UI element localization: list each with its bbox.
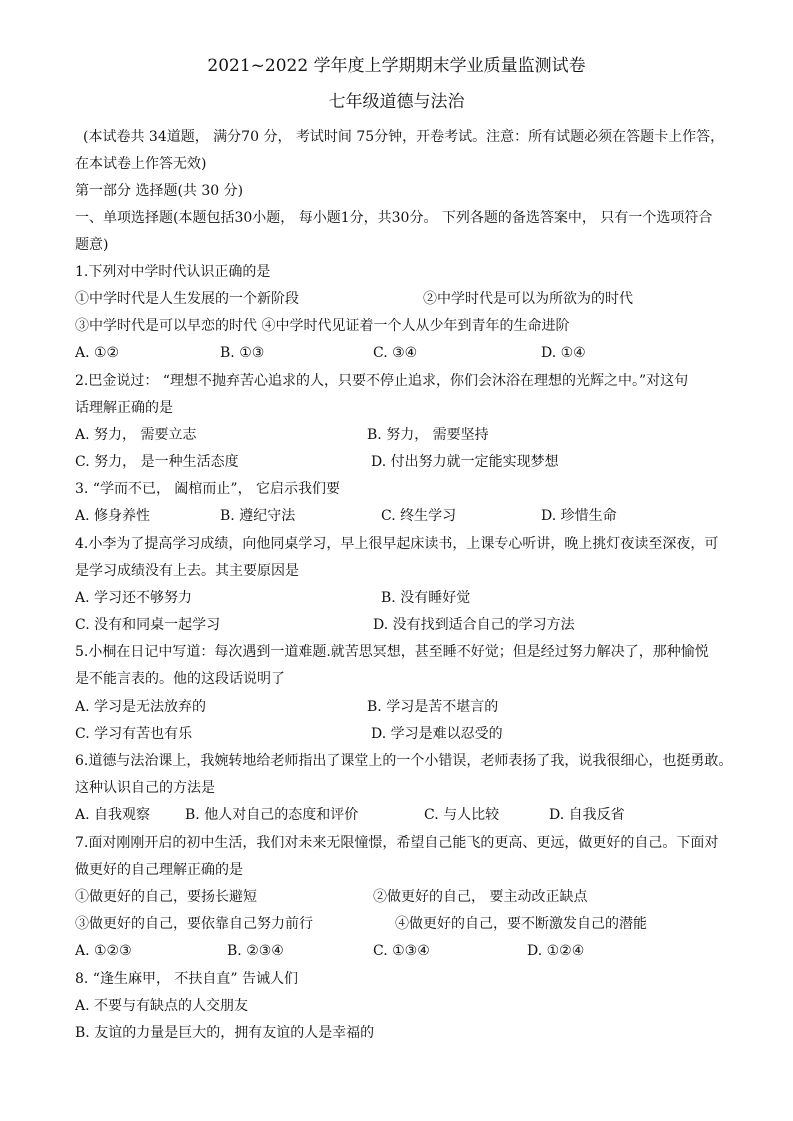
instructions-line-2: 在本试卷上作答无效): [75, 156, 207, 172]
question-1-statement-1: ①中学时代是人生发展的一个新阶段: [75, 291, 299, 307]
question-4-option-b: B. 没有睡好觉: [381, 590, 471, 606]
part-heading: 第一部分 选择题(共 30 分): [75, 183, 244, 199]
question-8-stem: 8. “逢生麻甲， 不扶自直” 告诫人们: [75, 971, 299, 987]
question-7-statement-4: ④做更好的自己，要不断激发自己的潜能: [395, 916, 647, 932]
question-5-stem-line-1: 5.小桐在日记中写道：每次遇到一道难题.就苦思冥想，甚至睡不好觉；但是经过努力解决了，那种愉悦: [75, 644, 709, 660]
question-7-option-d: D. ①②④: [527, 943, 585, 959]
question-6-stem-line-1: 6.道德与法治课上，我婉转地给老师指出了课堂上的一个小错误，老师表扬了我，说我很细心，也挺勇敢。: [75, 753, 733, 769]
question-3-option-d: D. 珍惜生命: [541, 508, 617, 524]
question-7-statement-3: ③做更好的自己，要依靠自己努力前行: [75, 916, 313, 932]
question-1-statement-2: ②中学时代是可以为所欲为的时代: [423, 291, 633, 307]
section-heading-line-1: 一、单项选择题(本题包括30小题， 每小题1分，共30分。 下列各题的备选答案中， 只有一个选项符合: [75, 210, 713, 226]
question-7-stem-line-2: 做更好的自己理解正确的是: [75, 862, 243, 878]
question-2-stem-line-2: 话理解正确的是: [75, 400, 173, 416]
question-4-stem-line-2: 是学习成绩没有上去。其主要原因是: [75, 563, 299, 579]
question-5-stem-line-2: 是不能言表的。他的这段话说明了: [75, 671, 285, 687]
question-7-stem-line-1: 7.面对刚刚开启的初中生活，我们对未来无限憧憬，希望自己能飞的更高、更远，做更好的自己。下面对: [75, 835, 719, 851]
question-3-stem: 3. “学而不已， 阖棺而止”， 它启示我们要: [75, 481, 341, 497]
question-1-option-c: C. ③④: [373, 345, 418, 361]
question-7-statement-1: ①做更好的自己，要扬长避短: [75, 889, 257, 905]
question-6-option-c: C. 与人比较: [424, 807, 500, 823]
question-7-option-b: B. ②③④: [227, 943, 284, 959]
question-6-option-d: D. 自我反省: [549, 807, 625, 823]
question-8-option-b: B. 友谊的力量是巨大的，拥有友谊的人是幸福的: [75, 1025, 375, 1041]
question-1-option-a: A. ①②: [75, 345, 120, 361]
question-2-option-a: A. 努力， 需要立志: [75, 427, 197, 443]
question-7-statement-2: ②做更好的自己， 要主动改正缺点: [373, 889, 588, 905]
question-2-option-b: B. 努力， 需要坚持: [367, 427, 489, 443]
question-6-option-b: B. 他人对自己的态度和评价: [185, 807, 359, 823]
question-1-option-b: B. ①③: [220, 345, 265, 361]
question-4-option-d: D. 没有找到适合自己的学习方法: [373, 617, 575, 633]
question-4-option-a: A. 学习还不够努力: [75, 590, 193, 606]
section-heading-line-2: 题意): [75, 237, 109, 253]
question-3-option-b: B. 遵纪守法: [220, 508, 296, 524]
question-2-option-c: C. 努力， 是一种生活态度: [75, 454, 239, 470]
question-6-stem-line-2: 这种认识自己的方法是: [75, 780, 215, 796]
question-2-option-d: D. 付出努力就一定能实现梦想: [371, 454, 559, 470]
question-5-option-b: B. 学习是苦不堪言的: [367, 699, 499, 715]
question-8-option-a: A. 不要与有缺点的人交朋友: [75, 998, 249, 1014]
question-5-option-d: D. 学习是难以忍受的: [371, 726, 503, 742]
question-3-option-c: C. 终生学习: [381, 508, 457, 524]
question-1-statements-3-4: ③中学时代是可以早恋的时代 ④中学时代见证着一个人从少年到青年的生命进阶: [75, 318, 570, 334]
exam-subtitle: 七年级道德与法治: [328, 92, 465, 112]
question-7-option-c: C. ①③④: [373, 943, 430, 959]
question-1-option-d: D. ①④: [541, 345, 586, 361]
question-7-option-a: A. ①②③: [75, 943, 132, 959]
question-4-option-c: C. 没有和同桌一起学习: [75, 617, 221, 633]
question-1-stem: 1.下列对中学时代认识正确的是: [75, 264, 271, 280]
instructions-line-1: (本试卷共 34道题， 满分70 分， 考试时间 75分钟，开卷考试。注意：所有试题必须在答题卡上作答，: [83, 129, 725, 145]
question-6-option-a: A. 自我观察: [75, 807, 151, 823]
question-3-option-a: A. 修身养性: [75, 508, 151, 524]
exam-title: 2021~2022 学年度上学期期末学业质量监测试卷: [207, 56, 586, 76]
question-5-option-c: C. 学习有苦也有乐: [75, 726, 193, 742]
question-2-stem-line-1: 2.巴金说过： “理想不抛弃苦心追求的人，只要不停止追求，你们会沐浴在理想的光辉之中。”对这句: [75, 373, 689, 389]
question-5-option-a: A. 学习是无法放弃的: [75, 699, 207, 715]
question-4-stem-line-1: 4.小李为了提高学习成绩，向他同桌学习，早上很早起床读书，上课专心听讲，晚上挑灯夜读至深夜，可: [75, 536, 719, 552]
